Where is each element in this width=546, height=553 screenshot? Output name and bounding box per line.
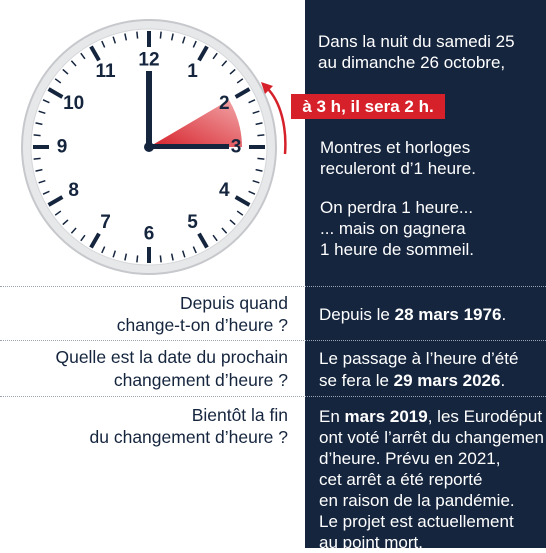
clock-number-8: 8: [68, 180, 79, 201]
answer-end-line-6: Le projet est actuellement: [319, 512, 514, 531]
answer-end-line-3: d’heure. Prévu en 2021,: [319, 449, 501, 468]
lose-line-3: 1 heure de sommeil.: [320, 240, 475, 259]
question-next-change-line-2: changement d’heure ?: [113, 370, 288, 390]
separator: [0, 340, 546, 341]
answer-end-line-4: cet arrêt a été reporté: [319, 470, 483, 489]
night-line-2: au dimanche 26 octobre,: [318, 53, 506, 72]
night-line-1: Dans la nuit du samedi 25: [318, 32, 515, 51]
clock-number-11: 11: [95, 61, 116, 83]
clock-number-7: 7: [100, 211, 111, 233]
minute-tick: [257, 158, 264, 159]
question-since-when-line-1: Depuis quand: [180, 293, 288, 313]
separator: [0, 286, 546, 287]
counterclockwise-arrow-icon: [255, 78, 295, 156]
answer-end-line-1: En mars 2019, les Eurodéput: [319, 407, 543, 426]
answer-next-change-line-2: se fera le 29 mars 2026.: [319, 371, 506, 390]
lose-line-1: On perdra 1 heure...: [320, 198, 474, 217]
minute-tick: [160, 32, 161, 39]
clock-number-6: 6: [143, 223, 155, 245]
clock-number-4: 4: [219, 180, 230, 201]
clock-number-5: 5: [187, 211, 198, 233]
clock-center: [144, 142, 154, 152]
question-next-change-line-1: Quelle est la date du prochain: [55, 347, 288, 367]
hour-hand: [145, 144, 229, 149]
clock-number-3: 3: [230, 136, 242, 158]
answer-end-line-7: au point mort.: [319, 533, 423, 552]
question-end-line-1: Bientôt la fin: [191, 405, 288, 425]
question-end-line-2: du changement d’heure ?: [89, 427, 288, 447]
minute-tick: [137, 255, 138, 262]
clock-number-10: 10: [63, 93, 85, 114]
clock-number-9: 9: [56, 136, 68, 158]
separator: [0, 396, 546, 397]
question-since-when-line-2: change-t-on d’heure ?: [116, 315, 288, 335]
answer-end-line-2: ont voté l’arrêt du changemen: [319, 428, 544, 447]
answer-end-line-5: en raison de la pandémie.: [319, 491, 515, 510]
clocks-line-1: Montres et horloges: [320, 138, 471, 157]
answer-since-when: Depuis le 28 mars 1976.: [319, 305, 507, 324]
minute-tick: [34, 135, 41, 136]
clock-number-12: 12: [138, 49, 160, 71]
time-change-badge: à 3 h, il sera 2 h.: [291, 94, 445, 119]
minute-tick: [34, 158, 41, 159]
minute-tick: [160, 255, 161, 262]
lose-line-2: ... mais on gagnera: [320, 219, 466, 238]
clock-illustration: [20, 16, 290, 282]
minute-hand: [146, 71, 152, 151]
minute-tick: [137, 32, 138, 39]
clock-number-2: 2: [219, 93, 230, 114]
clock-number-1: 1: [187, 61, 198, 83]
clocks-line-2: reculeront d’1 heure.: [320, 159, 476, 178]
answer-next-change-line-1: Le passage à l’heure d’été: [319, 349, 519, 368]
